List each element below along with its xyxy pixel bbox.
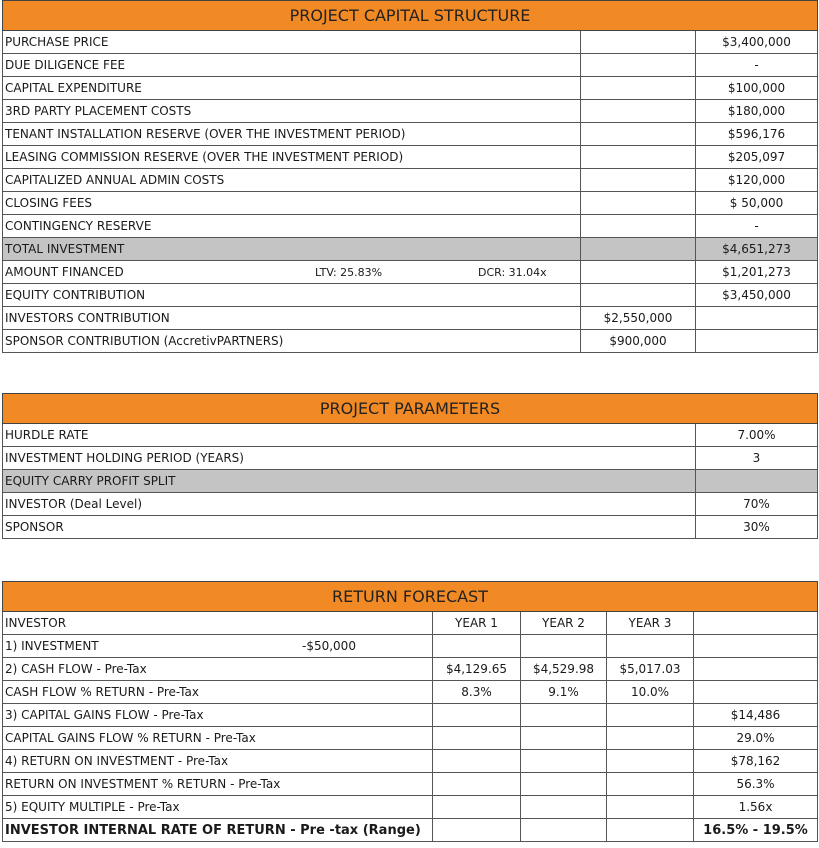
investment-label: 1) INVESTMENT xyxy=(5,639,99,653)
profit-split-row xyxy=(3,470,818,493)
sponsor-split-label: SPONSOR xyxy=(3,516,696,539)
total-label: TOTAL INVESTMENT xyxy=(3,238,581,261)
row-value: $100,000 xyxy=(696,77,818,100)
table-row xyxy=(3,77,818,100)
capital-structure-header xyxy=(3,1,818,31)
table-row xyxy=(3,284,818,307)
roi-label: 4) RETURN ON INVESTMENT - Pre-Tax xyxy=(3,750,433,773)
irr-total: 16.5% - 19.5% xyxy=(694,819,818,842)
cashflow-label: 2) CASH FLOW - Pre-Tax xyxy=(3,658,433,681)
row-value: - xyxy=(696,54,818,77)
capgains-label: 3) CAPITAL GAINS FLOW - Pre-Tax xyxy=(3,704,433,727)
year3-header: YEAR 3 xyxy=(607,612,694,635)
hurdle-label: HURDLE RATE xyxy=(3,424,696,447)
table-row xyxy=(3,704,818,727)
amount-financed-value: $1,201,273 xyxy=(696,261,818,284)
table-row xyxy=(3,796,818,819)
row-value: $120,000 xyxy=(696,169,818,192)
equity-value: $3,450,000 xyxy=(696,284,818,307)
multiple-total: 1.56x xyxy=(694,796,818,819)
amount-financed-row xyxy=(3,261,818,284)
table-row xyxy=(3,100,818,123)
capital-structure-title: PROJECT CAPITAL STRUCTURE xyxy=(3,1,818,31)
cashflow-pct-y1: 8.3% xyxy=(433,681,521,704)
row-label: CONTINGENCY RESERVE xyxy=(3,215,581,238)
parameters-title: PROJECT PARAMETERS xyxy=(3,394,818,424)
ltv-value: LTV: 25.83% xyxy=(315,266,383,279)
table-row xyxy=(3,727,818,750)
investors-value: $2,550,000 xyxy=(581,307,696,330)
table-row xyxy=(3,192,818,215)
table-row xyxy=(3,54,818,77)
row-label: CLOSING FEES xyxy=(3,192,581,215)
hurdle-value: 7.00% xyxy=(696,424,818,447)
cashflow-pct-y3: 10.0% xyxy=(607,681,694,704)
parameters-header xyxy=(3,394,818,424)
row-value: $596,176 xyxy=(696,123,818,146)
capgains-pct-label: CAPITAL GAINS FLOW % RETURN - Pre-Tax xyxy=(3,727,433,750)
capital-structure-table xyxy=(2,0,818,353)
amount-financed-label: AMOUNT FINANCED xyxy=(5,265,124,279)
cashflow-pct-label: CASH FLOW % RETURN - Pre-Tax xyxy=(3,681,433,704)
split-label: EQUITY CARRY PROFIT SPLIT xyxy=(3,470,696,493)
investment-value: -$50,000 xyxy=(302,639,356,653)
capgains-total: $14,486 xyxy=(694,704,818,727)
row-label: CAPITAL EXPENDITURE xyxy=(3,77,581,100)
cashflow-y3: $5,017.03 xyxy=(607,658,694,681)
table-row xyxy=(3,307,818,330)
table-row xyxy=(3,681,818,704)
investor-split-label: INVESTOR (Deal Level) xyxy=(3,493,696,516)
dcr-value: DCR: 31.04x xyxy=(478,266,547,279)
table-row xyxy=(3,424,818,447)
investment-cell xyxy=(3,635,433,658)
table-row xyxy=(3,330,818,353)
row-label: PURCHASE PRICE xyxy=(3,31,581,54)
table-row xyxy=(3,215,818,238)
irr-row xyxy=(3,819,818,842)
equity-label: EQUITY CONTRIBUTION xyxy=(3,284,581,307)
row-label: TENANT INSTALLATION RESERVE (OVER THE INVESTMENT PERIOD) xyxy=(3,123,581,146)
irr-label: INVESTOR INTERNAL RATE OF RETURN - Pre -tax (Range) xyxy=(3,819,433,842)
cashflow-y1: $4,129.65 xyxy=(433,658,521,681)
row-value: $205,097 xyxy=(696,146,818,169)
row-label: DUE DILIGENCE FEE xyxy=(3,54,581,77)
sponsor-label: SPONSOR CONTRIBUTION (AccretivPARTNERS) xyxy=(3,330,581,353)
cashflow-y2: $4,529.98 xyxy=(521,658,607,681)
project-parameters-table xyxy=(2,393,818,539)
table-row xyxy=(3,773,818,796)
row-value: $180,000 xyxy=(696,100,818,123)
row-value: $ 50,000 xyxy=(696,192,818,215)
multiple-label: 5) EQUITY MULTIPLE - Pre-Tax xyxy=(3,796,433,819)
amount-financed-cell xyxy=(3,261,581,284)
total-investment-row xyxy=(3,238,818,261)
table-row xyxy=(3,750,818,773)
row-value: $3,400,000 xyxy=(696,31,818,54)
row-value: - xyxy=(696,215,818,238)
capgains-pct-total: 29.0% xyxy=(694,727,818,750)
cashflow-pct-y2: 9.1% xyxy=(521,681,607,704)
year1-header: YEAR 1 xyxy=(433,612,521,635)
row-label: 3RD PARTY PLACEMENT COSTS xyxy=(3,100,581,123)
roi-total: $78,162 xyxy=(694,750,818,773)
row-label: LEASING COMMISSION RESERVE (OVER THE INVESTMENT PERIOD) xyxy=(3,146,581,169)
roi-pct-label: RETURN ON INVESTMENT % RETURN - Pre-Tax xyxy=(3,773,433,796)
holding-label: INVESTMENT HOLDING PERIOD (YEARS) xyxy=(3,447,696,470)
table-row xyxy=(3,123,818,146)
table-row xyxy=(3,635,818,658)
year2-header: YEAR 2 xyxy=(521,612,607,635)
total-value: $4,651,273 xyxy=(696,238,818,261)
holding-value: 3 xyxy=(696,447,818,470)
forecast-header xyxy=(3,582,818,612)
sponsor-value: $900,000 xyxy=(581,330,696,353)
table-row xyxy=(3,612,818,635)
table-row xyxy=(3,516,818,539)
investor-split-value: 70% xyxy=(696,493,818,516)
table-row xyxy=(3,146,818,169)
row-label: CAPITALIZED ANNUAL ADMIN COSTS xyxy=(3,169,581,192)
investors-label: INVESTORS CONTRIBUTION xyxy=(3,307,581,330)
forecast-title: RETURN FORECAST xyxy=(3,582,818,612)
table-row xyxy=(3,493,818,516)
roi-pct-total: 56.3% xyxy=(694,773,818,796)
table-row xyxy=(3,658,818,681)
table-row xyxy=(3,447,818,470)
table-row xyxy=(3,169,818,192)
return-forecast-table xyxy=(2,581,818,842)
investor-header: INVESTOR xyxy=(3,612,433,635)
table-row xyxy=(3,31,818,54)
sponsor-split-value: 30% xyxy=(696,516,818,539)
